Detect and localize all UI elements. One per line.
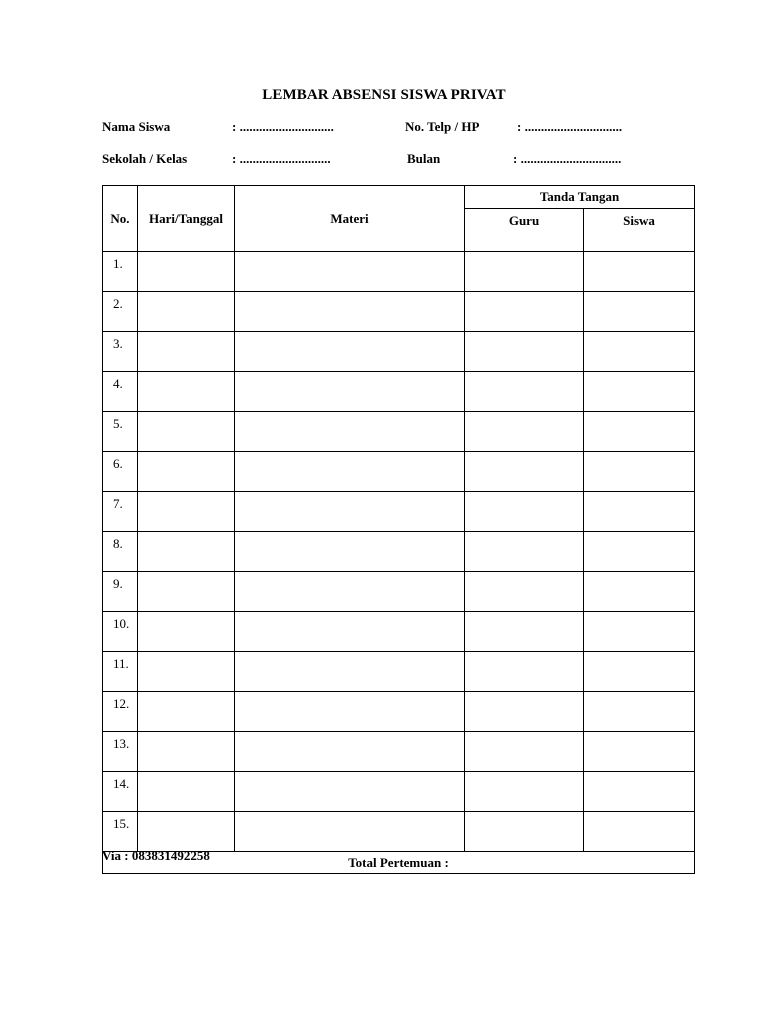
total-pertemuan: Total Pertemuan : (103, 852, 695, 874)
siswa-signature-cell[interactable] (584, 612, 695, 652)
row-number: 13. (103, 732, 138, 772)
row-number: 14. (103, 772, 138, 812)
document-title: LEMBAR ABSENSI SISWA PRIVAT (262, 87, 506, 103)
hari-tanggal-cell[interactable] (138, 252, 235, 292)
table-row (103, 452, 695, 492)
guru-signature-cell[interactable] (465, 572, 584, 612)
siswa-signature-cell[interactable] (584, 412, 695, 452)
hari-tanggal-cell[interactable] (138, 732, 235, 772)
siswa-signature-cell[interactable] (584, 372, 695, 412)
table-row (103, 372, 695, 412)
header-materi: Materi (235, 186, 465, 252)
materi-cell[interactable] (235, 292, 465, 332)
nama-siswa-label: Nama Siswa (102, 119, 171, 134)
table-row (103, 812, 695, 852)
header-hari-tanggal: Hari/Tanggal (138, 186, 235, 252)
guru-signature-cell[interactable] (465, 532, 584, 572)
row-number: 10. (103, 612, 138, 652)
row-number: 7. (103, 492, 138, 532)
bulan-label: Bulan (407, 151, 441, 166)
materi-cell[interactable] (235, 492, 465, 532)
hari-tanggal-cell[interactable] (138, 492, 235, 532)
table-row (103, 612, 695, 652)
guru-signature-cell[interactable] (465, 332, 584, 372)
siswa-signature-cell[interactable] (584, 252, 695, 292)
hari-tanggal-cell[interactable] (138, 372, 235, 412)
siswa-signature-cell[interactable] (584, 692, 695, 732)
row-number: 9. (103, 572, 138, 612)
row-number: 4. (103, 372, 138, 412)
hari-tanggal-cell[interactable] (138, 652, 235, 692)
materi-cell[interactable] (235, 732, 465, 772)
nama-siswa-value: : ............................. (232, 119, 334, 134)
guru-signature-cell[interactable] (465, 612, 584, 652)
siswa-signature-cell[interactable] (584, 332, 695, 372)
no-telp-value: : .............................. (517, 119, 623, 134)
table-row (103, 652, 695, 692)
hari-tanggal-cell[interactable] (138, 332, 235, 372)
table-row (103, 692, 695, 732)
siswa-signature-cell[interactable] (584, 292, 695, 332)
table-row (103, 572, 695, 612)
header-no: No. (103, 186, 138, 252)
siswa-signature-cell[interactable] (584, 532, 695, 572)
hari-tanggal-cell[interactable] (138, 532, 235, 572)
materi-cell[interactable] (235, 652, 465, 692)
siswa-signature-cell[interactable] (584, 772, 695, 812)
siswa-signature-cell[interactable] (584, 572, 695, 612)
siswa-signature-cell[interactable] (584, 452, 695, 492)
header-tanda-tangan: Tanda Tangan (465, 186, 695, 209)
hari-tanggal-cell[interactable] (138, 692, 235, 732)
row-number: 1. (103, 252, 138, 292)
guru-signature-cell[interactable] (465, 652, 584, 692)
siswa-signature-cell[interactable] (584, 652, 695, 692)
sekolah-kelas-value: : ............................ (232, 151, 331, 166)
header-guru: Guru (465, 209, 584, 252)
row-number: 11. (103, 652, 138, 692)
hari-tanggal-cell[interactable] (138, 412, 235, 452)
row-number: 2. (103, 292, 138, 332)
attendance-table (102, 185, 695, 874)
materi-cell[interactable] (235, 612, 465, 652)
siswa-signature-cell[interactable] (584, 732, 695, 772)
materi-cell[interactable] (235, 412, 465, 452)
table-row (103, 492, 695, 532)
hari-tanggal-cell[interactable] (138, 772, 235, 812)
guru-signature-cell[interactable] (465, 772, 584, 812)
no-telp-label: No. Telp / HP (405, 119, 480, 134)
hari-tanggal-cell[interactable] (138, 612, 235, 652)
table-row (103, 332, 695, 372)
materi-cell[interactable] (235, 332, 465, 372)
guru-signature-cell[interactable] (465, 692, 584, 732)
hari-tanggal-cell[interactable] (138, 452, 235, 492)
guru-signature-cell[interactable] (465, 492, 584, 532)
materi-cell[interactable] (235, 452, 465, 492)
table-row (103, 732, 695, 772)
bulan-value: : ............................... (513, 151, 622, 166)
materi-cell[interactable] (235, 572, 465, 612)
hari-tanggal-cell[interactable] (138, 572, 235, 612)
table-row (103, 772, 695, 812)
guru-signature-cell[interactable] (465, 372, 584, 412)
row-number: 15. (103, 812, 138, 852)
materi-cell[interactable] (235, 692, 465, 732)
siswa-signature-cell[interactable] (584, 492, 695, 532)
row-number: 8. (103, 532, 138, 572)
table-row (103, 532, 695, 572)
table-row (103, 292, 695, 332)
guru-signature-cell[interactable] (465, 732, 584, 772)
table-row (103, 252, 695, 292)
materi-cell[interactable] (235, 772, 465, 812)
materi-cell[interactable] (235, 812, 465, 852)
guru-signature-cell[interactable] (465, 292, 584, 332)
guru-signature-cell[interactable] (465, 452, 584, 492)
footer-via: Via : 083831492258 (102, 848, 210, 863)
hari-tanggal-cell[interactable] (138, 812, 235, 852)
guru-signature-cell[interactable] (465, 252, 584, 292)
row-number: 5. (103, 412, 138, 452)
hari-tanggal-cell[interactable] (138, 292, 235, 332)
row-number: 3. (103, 332, 138, 372)
row-number: 6. (103, 452, 138, 492)
materi-cell[interactable] (235, 532, 465, 572)
materi-cell[interactable] (235, 372, 465, 412)
header-siswa: Siswa (584, 209, 695, 252)
sekolah-kelas-label: Sekolah / Kelas (102, 151, 188, 166)
row-number: 12. (103, 692, 138, 732)
guru-signature-cell[interactable] (465, 812, 584, 852)
materi-cell[interactable] (235, 252, 465, 292)
table-row (103, 412, 695, 452)
siswa-signature-cell[interactable] (584, 812, 695, 852)
guru-signature-cell[interactable] (465, 412, 584, 452)
